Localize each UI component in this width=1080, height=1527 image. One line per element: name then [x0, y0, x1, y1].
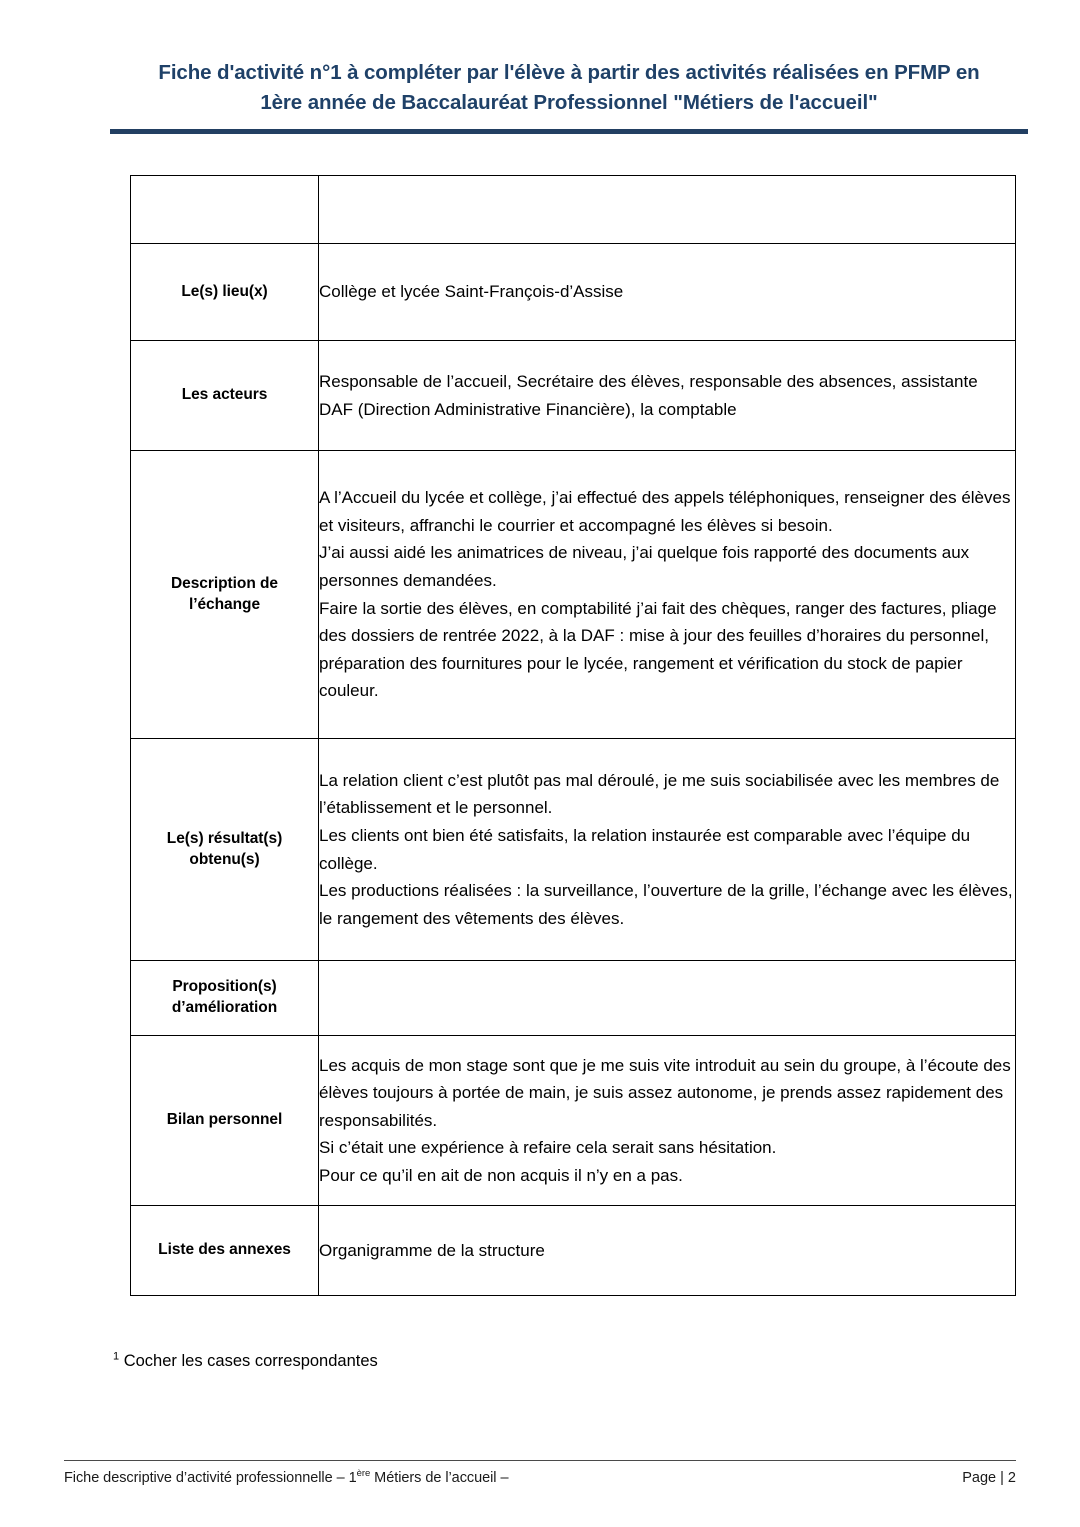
row-label-lieux: Le(s) lieu(x): [131, 244, 319, 341]
row-value-bilan[interactable]: [319, 1036, 1016, 1206]
row-value-description[interactable]: [319, 451, 1016, 739]
row-label-resultats-line-2: obtenu(s): [189, 850, 260, 868]
footer-label-part-1: Fiche descriptive d’activité professionnelle – 1: [64, 1470, 357, 1486]
row-label-resultats: [131, 739, 319, 961]
footnote-text: Cocher les cases correspondantes: [123, 1352, 378, 1370]
title-divider-rule: [110, 129, 1028, 134]
row-label-resultats-line-1: Le(s) résultat(s): [166, 829, 283, 847]
row-value-lieux[interactable]: Collège et lycée Saint-François-d’Assise: [319, 244, 1016, 341]
footnote: [113, 1350, 378, 1373]
row-label-description-line-1: Description de: [171, 574, 278, 592]
row-label-bilan: Bilan personnel: [131, 1036, 319, 1206]
table-row: [131, 961, 1016, 1036]
paragraph: Si c’était une expérience à refaire cela serait sans hésitation.: [319, 1138, 777, 1158]
table-row: [131, 244, 1016, 341]
row-label-acteurs: Les acteurs: [131, 341, 319, 451]
paragraph: La relation client c’est plutôt pas mal déroulé, je me suis sociabilisée avec les membres de l’établissement et le personnel.: [319, 770, 1000, 818]
page-title-line-1: Fiche d'activité n°1 à compléter par l'élève à partir des activités réalisées en PFMP en: [158, 61, 980, 84]
row-value-propositions[interactable]: [319, 961, 1016, 1036]
table-row: [131, 1206, 1016, 1296]
footnote-marker: 1: [113, 1350, 120, 1363]
paragraph: Les acquis de mon stage sont que je me suis vite introduit au sein du groupe, à l’écoute des élèves toujours à portée de main, je suis assez autonome, je prends assez rapidement des responsabilités.: [319, 1055, 1011, 1130]
row-value-acteurs[interactable]: Responsable de l’accueil, Secrétaire des élèves, responsable des absences, assistante DAF (Direction Administrative Financière), la comptable: [319, 341, 1016, 451]
paragraph: Pour ce qu’il en ait de non acquis il n’y en a pas.: [319, 1165, 683, 1185]
row-value-resultats[interactable]: [319, 739, 1016, 961]
table-row: [131, 176, 1016, 244]
table-row: [131, 451, 1016, 739]
row-label-propositions-line-2: d’amélioration: [171, 999, 278, 1016]
footer-page-number: Page | 2: [962, 1470, 1016, 1486]
footer-divider-rule: [64, 1460, 1016, 1461]
paragraph: J’ai aussi aidé les animatrices de niveau, j’ai quelque fois rapporté des documents aux personnes demandées.: [319, 543, 970, 590]
page-title-line-2: 1ère année de Baccalauréat Professionnel "Métiers de l'accueil": [260, 90, 878, 114]
footer-label-ordinal: ère: [356, 1468, 371, 1480]
row-value-empty[interactable]: [319, 176, 1016, 244]
paragraph: A l’Accueil du lycée et collège, j’ai effectué des appels téléphoniques, renseigner des élèves et visiteurs, affranchi le courrier et accompagné les élèves si besoin.: [319, 488, 1011, 535]
row-label-empty: [131, 176, 319, 244]
table-row: [131, 1036, 1016, 1206]
paragraph: Faire la sortie des élèves, en comptabilité j’ai fait des chèques, ranger des factures, pliage des dossiers de rentrée 2022, à la DAF : mise à jour des feuilles d’horaires du personnel, préparation des fournitures pour le lycée, rangement et vérification du stock de papier couleur.: [319, 598, 997, 701]
row-value-annexes[interactable]: Organigramme de la structure: [319, 1206, 1016, 1296]
row-label-propositions: [131, 961, 319, 1036]
paragraph: Les clients ont bien été satisfaits, la relation instaurée est comparable avec l’équipe du collège.: [319, 825, 971, 873]
row-label-annexes: Liste des annexes: [131, 1206, 319, 1296]
row-label-propositions-line-1: Proposition(s): [172, 978, 277, 996]
footer-label-part-2: Métiers de l’accueil –: [370, 1470, 509, 1486]
paragraph: Les productions réalisées : la surveillance, l’ouverture de la grille, l’échange avec les élèves, le rangement des vêtements des élèves.: [319, 881, 1013, 928]
row-label-description: [131, 451, 319, 739]
table-row: [131, 341, 1016, 451]
table-row: [131, 739, 1016, 961]
activity-sheet-table: [130, 175, 1016, 1296]
row-label-description-line-2: l’échange: [188, 595, 261, 613]
page-title: [110, 58, 1028, 117]
